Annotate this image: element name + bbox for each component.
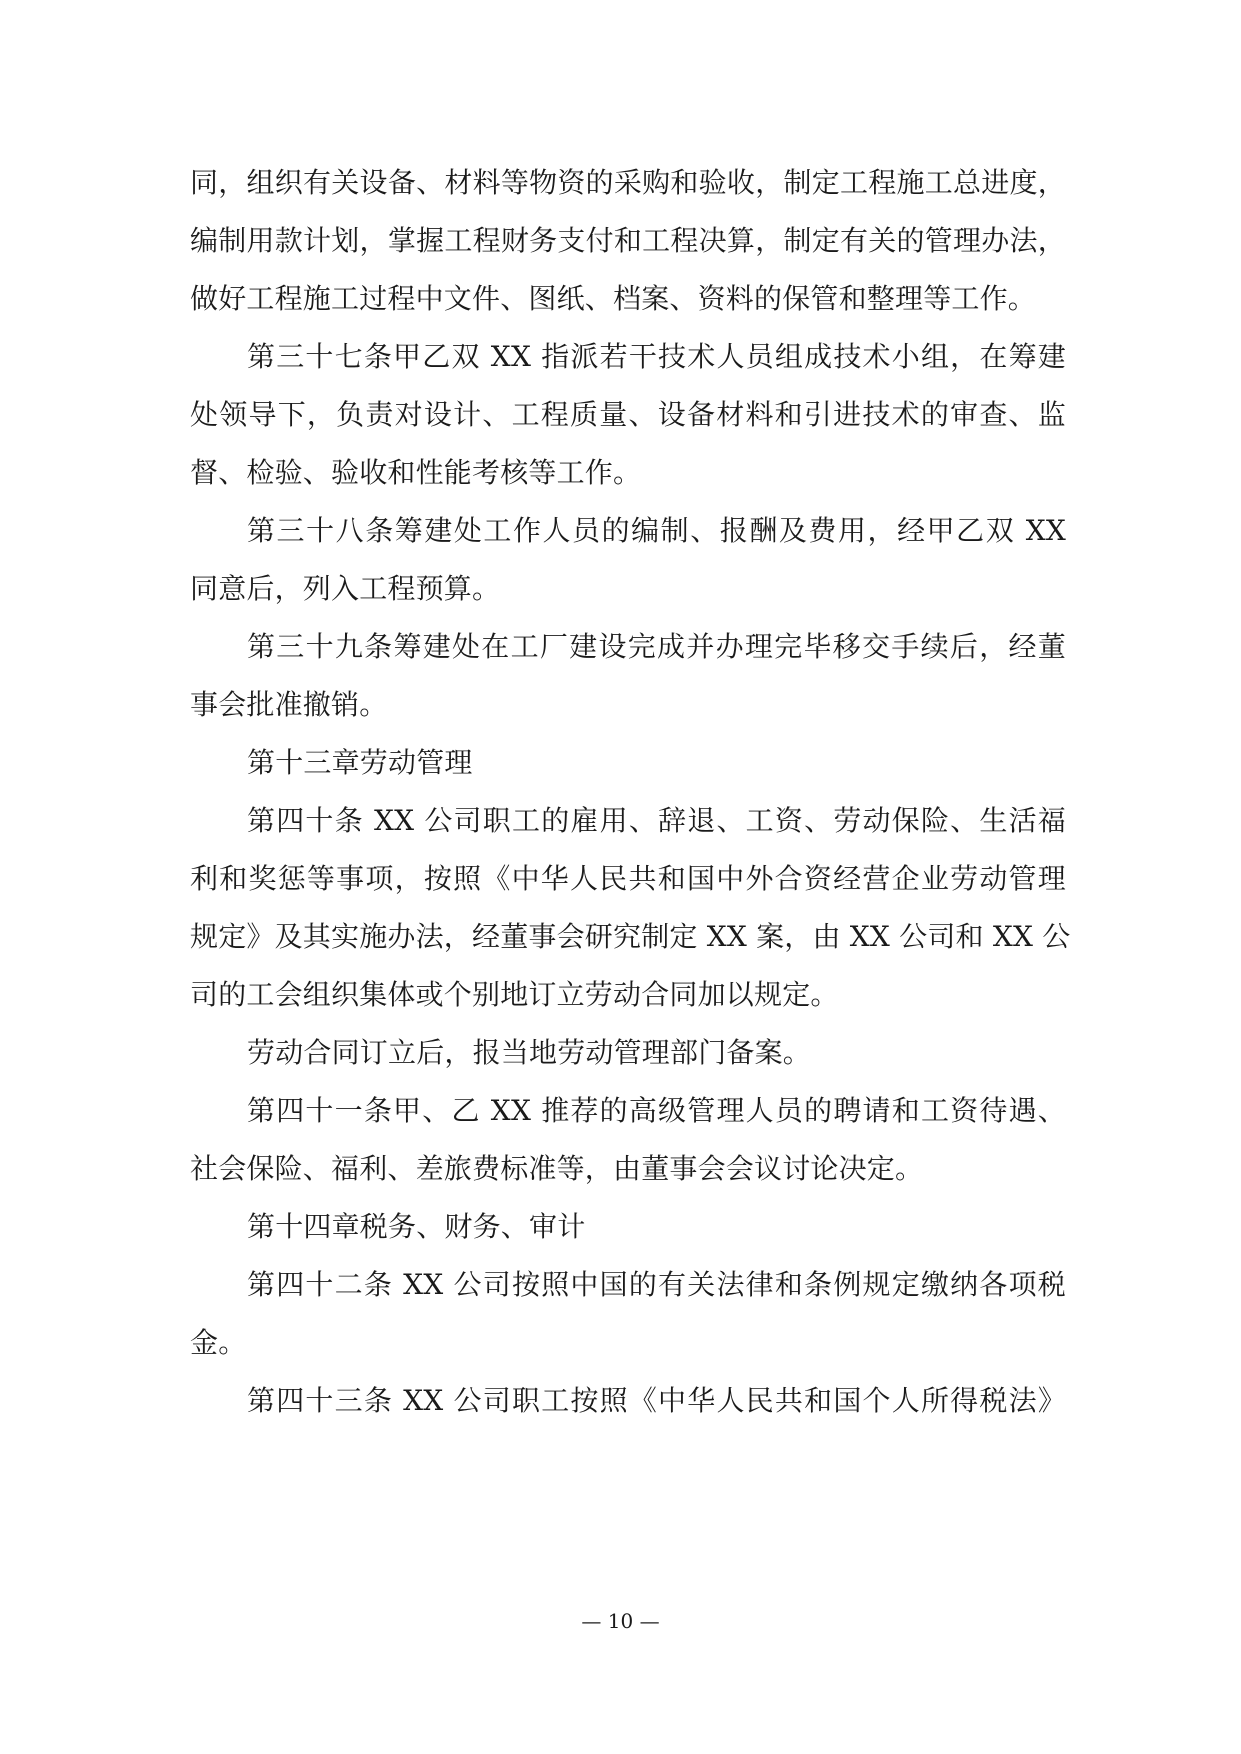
page-number: — 10 — xyxy=(581,1609,660,1633)
text-line: 第四十三条 XX 公司职工按照《中华人民共和国个人所得税法》 xyxy=(247,1384,1066,1417)
chapter-heading: 第十四章税务、财务、审计 xyxy=(247,1210,586,1243)
text-line: 社会保险、福利、差旅费标准等，由董事会会议讨论决定。 xyxy=(190,1152,924,1185)
text-line: 督、检验、验收和性能考核等工作。 xyxy=(190,456,642,489)
text-line: 司的工会组织集体或个别地订立劳动合同加以规定。 xyxy=(190,978,839,1011)
text-line: 做好工程施工过程中文件、图纸、档案、资料的保管和整理等工作。 xyxy=(190,282,1037,315)
text-line: 同，组织有关设备、材料等物资的采购和验收，制定工程施工总进度， xyxy=(190,166,1066,199)
text-line: 第四十二条 XX 公司按照中国的有关法律和条例规定缴纳各项税 xyxy=(247,1268,1066,1301)
text-line: 劳动合同订立后，报当地劳动管理部门备案。 xyxy=(247,1036,812,1069)
text-line: 利和奖惩等事项，按照《中华人民共和国中外合资经营企业劳动管理 xyxy=(190,862,1066,895)
text-line: 第三十七条甲乙双 XX 指派若干技术人员组成技术小组，在筹建 xyxy=(247,340,1066,373)
text-line: 同意后，列入工程预算。 xyxy=(190,572,501,605)
text-line: 第三十九条筹建处在工厂建设完成并办理完毕移交手续后，经董 xyxy=(247,630,1066,663)
text-line: 第四十条 XX 公司职工的雇用、辞退、工资、劳动保险、生活福 xyxy=(247,804,1066,837)
text-line: 事会批准撤销。 xyxy=(190,688,388,721)
text-line: 第四十一条甲、乙 XX 推荐的高级管理人员的聘请和工资待遇、 xyxy=(247,1094,1066,1127)
text-line: 编制用款计划，掌握工程财务支付和工程决算，制定有关的管理办法， xyxy=(190,224,1066,257)
text-line: 规定》及其实施办法，经董事会研究制定 XX 案，由 XX 公司和 XX 公 xyxy=(190,920,1071,953)
chapter-heading: 第十三章劳动管理 xyxy=(247,746,473,779)
text-line: 处领导下，负责对设计、工程质量、设备材料和引进技术的审查、监 xyxy=(190,398,1066,431)
text-line: 金。 xyxy=(190,1326,247,1359)
text-line: 第三十八条筹建处工作人员的编制、报酬及费用，经甲乙双 XX xyxy=(247,514,1066,547)
